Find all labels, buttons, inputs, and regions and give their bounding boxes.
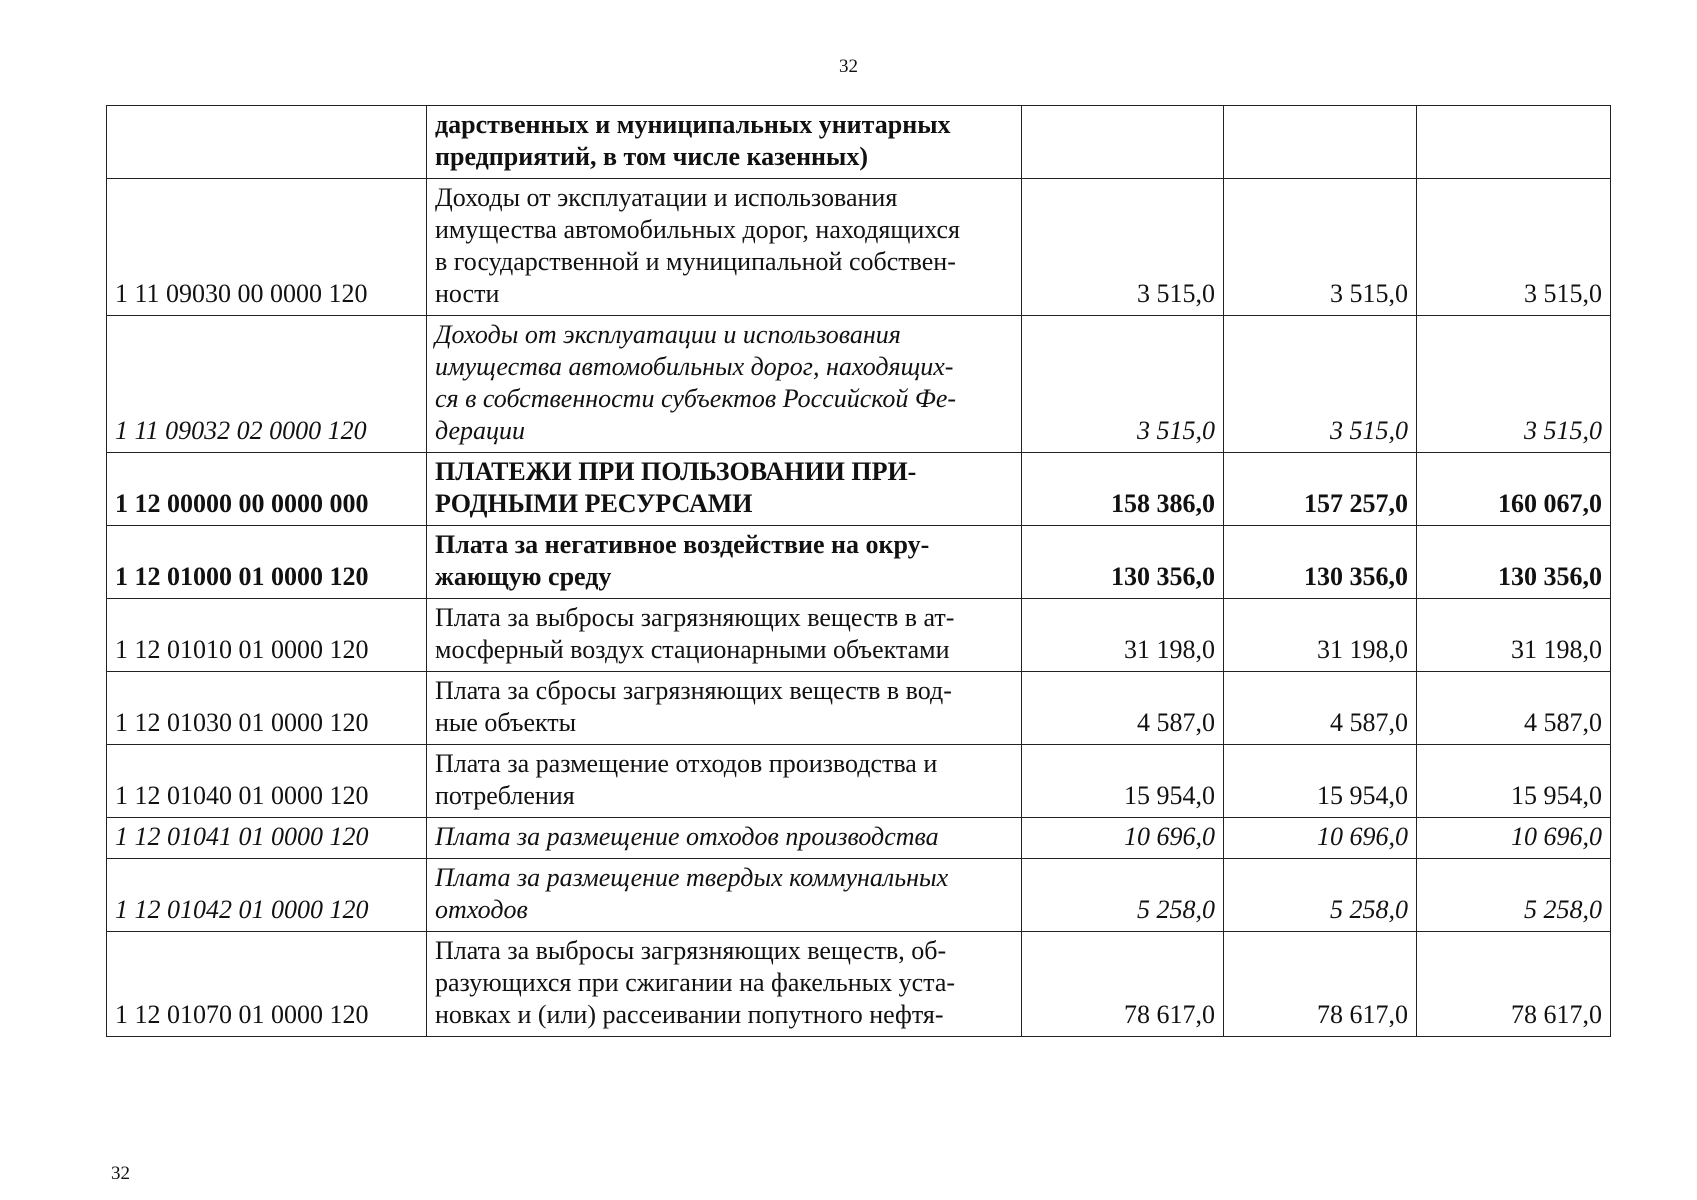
revenue-name-line: Плата за размещение отходов производства	[435, 822, 939, 851]
amount-cell-1: 158 386,0	[1022, 453, 1224, 526]
revenue-name-line: предприятий, в том числе казенных)	[435, 142, 868, 171]
amount-cell-1: 31 198,0	[1022, 599, 1224, 672]
revenue-name-cell	[427, 672, 1022, 745]
revenue-name-line: разующихся при сжигании на факельных уста-	[435, 968, 956, 997]
table-row	[107, 672, 1611, 745]
revenue-name-cell	[427, 818, 1022, 859]
amount-cell-2: 5 258,0	[1224, 859, 1417, 932]
revenue-name-line: Плата за выбросы загрязняющих веществ в ат-	[435, 603, 955, 632]
revenue-code-cell: 1 12 01010 01 0000 120	[107, 599, 427, 672]
amount-cell-3: 130 356,0	[1417, 526, 1611, 599]
amount-cell-1: 3 515,0	[1022, 316, 1224, 453]
revenue-table-body	[107, 106, 1611, 1037]
amount-cell-2: 10 696,0	[1224, 818, 1417, 859]
revenue-code-cell: 1 12 01041 01 0000 120	[107, 818, 427, 859]
amount-cell-2: 31 198,0	[1224, 599, 1417, 672]
revenue-name-line: дерации	[435, 416, 526, 445]
amount-cell-2: 3 515,0	[1224, 179, 1417, 316]
amount-cell-2: 15 954,0	[1224, 745, 1417, 818]
revenue-name-cell	[427, 106, 1022, 179]
revenue-name-line: дарственных и муниципальных унитарных	[435, 110, 951, 139]
amount-cell-3: 3 515,0	[1417, 179, 1611, 316]
table-row	[107, 316, 1611, 453]
amount-cell-2: 78 617,0	[1224, 932, 1417, 1037]
revenue-name-line: отходов	[435, 895, 528, 924]
table-row	[107, 818, 1611, 859]
table-row	[107, 932, 1611, 1037]
revenue-name-cell	[427, 859, 1022, 932]
amount-cell-1: 3 515,0	[1022, 179, 1224, 316]
amount-cell-1: 78 617,0	[1022, 932, 1224, 1037]
table-row	[107, 179, 1611, 316]
revenue-name-line: Доходы от эксплуатации и использования	[435, 320, 901, 349]
amount-cell-3: 4 587,0	[1417, 672, 1611, 745]
amount-cell-1: 5 258,0	[1022, 859, 1224, 932]
revenue-code-cell: 1 11 09030 00 0000 120	[107, 179, 427, 316]
revenue-name-cell	[427, 599, 1022, 672]
revenue-name-cell	[427, 745, 1022, 818]
table-row	[107, 859, 1611, 932]
amount-cell-1	[1022, 106, 1224, 179]
amount-cell-3: 3 515,0	[1417, 316, 1611, 453]
table-row	[107, 453, 1611, 526]
revenue-name-line: Доходы от эксплуатации и использования	[435, 183, 898, 212]
amount-cell-3: 10 696,0	[1417, 818, 1611, 859]
amount-cell-3	[1417, 106, 1611, 179]
revenue-code-cell: 1 11 09032 02 0000 120	[107, 316, 427, 453]
revenue-code-cell: 1 12 01000 01 0000 120	[107, 526, 427, 599]
revenue-table	[106, 105, 1611, 1037]
amount-cell-3: 160 067,0	[1417, 453, 1611, 526]
revenue-name-line: Плата за сбросы загрязняющих веществ в вод-	[435, 676, 952, 705]
revenue-name-line: РОДНЫМИ РЕСУРСАМИ	[435, 489, 753, 518]
amount-cell-2: 130 356,0	[1224, 526, 1417, 599]
table-row	[107, 526, 1611, 599]
revenue-name-line: Плата за размещение твердых коммунальных	[435, 863, 949, 892]
revenue-name-line: Плата за негативное воздействие на окру-	[435, 530, 930, 559]
amount-cell-3: 15 954,0	[1417, 745, 1611, 818]
amount-cell-1: 4 587,0	[1022, 672, 1224, 745]
revenue-name-line: Плата за размещение отходов производства и	[435, 749, 938, 778]
revenue-code-cell: 1 12 01042 01 0000 120	[107, 859, 427, 932]
revenue-name-line: жающую среду	[435, 562, 612, 591]
revenue-name-line: ПЛАТЕЖИ ПРИ ПОЛЬЗОВАНИИ ПРИ-	[435, 457, 917, 486]
revenue-name-cell	[427, 316, 1022, 453]
amount-cell-2: 157 257,0	[1224, 453, 1417, 526]
revenue-name-line: Плата за выбросы загрязняющих веществ, об-	[435, 936, 947, 965]
revenue-code-cell: 1 12 01070 01 0000 120	[107, 932, 427, 1037]
revenue-name-line: имущества автомобильных дорог, находящих-	[435, 352, 954, 381]
amount-cell-1: 10 696,0	[1022, 818, 1224, 859]
revenue-code-cell	[107, 106, 427, 179]
revenue-name-cell	[427, 179, 1022, 316]
revenue-name-line: ся в собственности субъектов Российской Фе-	[435, 384, 957, 413]
revenue-code-cell: 1 12 01030 01 0000 120	[107, 672, 427, 745]
revenue-code-cell: 1 12 00000 00 0000 000	[107, 453, 427, 526]
revenue-name-line: ности	[435, 279, 500, 308]
revenue-name-line: имущества автомобильных дорог, находящихся	[435, 215, 961, 244]
revenue-name-cell	[427, 526, 1022, 599]
revenue-name-cell	[427, 453, 1022, 526]
revenue-name-cell	[427, 932, 1022, 1037]
table-row	[107, 106, 1611, 179]
table-row	[107, 599, 1611, 672]
amount-cell-2: 4 587,0	[1224, 672, 1417, 745]
page-number-bottom: 32	[111, 1163, 130, 1184]
page-number-top: 32	[839, 56, 858, 77]
revenue-name-line: в государственной и муниципальной собствен-	[435, 247, 956, 276]
amount-cell-3: 31 198,0	[1417, 599, 1611, 672]
table-row	[107, 745, 1611, 818]
revenue-name-line: ные объекты	[435, 708, 577, 737]
amount-cell-1: 15 954,0	[1022, 745, 1224, 818]
revenue-name-line: новках и (или) рассеивании попутного нефтя-	[435, 1000, 944, 1029]
revenue-name-line: мосферный воздух стационарными объектами	[435, 635, 950, 664]
amount-cell-2: 3 515,0	[1224, 316, 1417, 453]
amount-cell-3: 5 258,0	[1417, 859, 1611, 932]
amount-cell-2	[1224, 106, 1417, 179]
amount-cell-1: 130 356,0	[1022, 526, 1224, 599]
revenue-code-cell: 1 12 01040 01 0000 120	[107, 745, 427, 818]
revenue-name-line: потребления	[435, 781, 575, 810]
amount-cell-3: 78 617,0	[1417, 932, 1611, 1037]
